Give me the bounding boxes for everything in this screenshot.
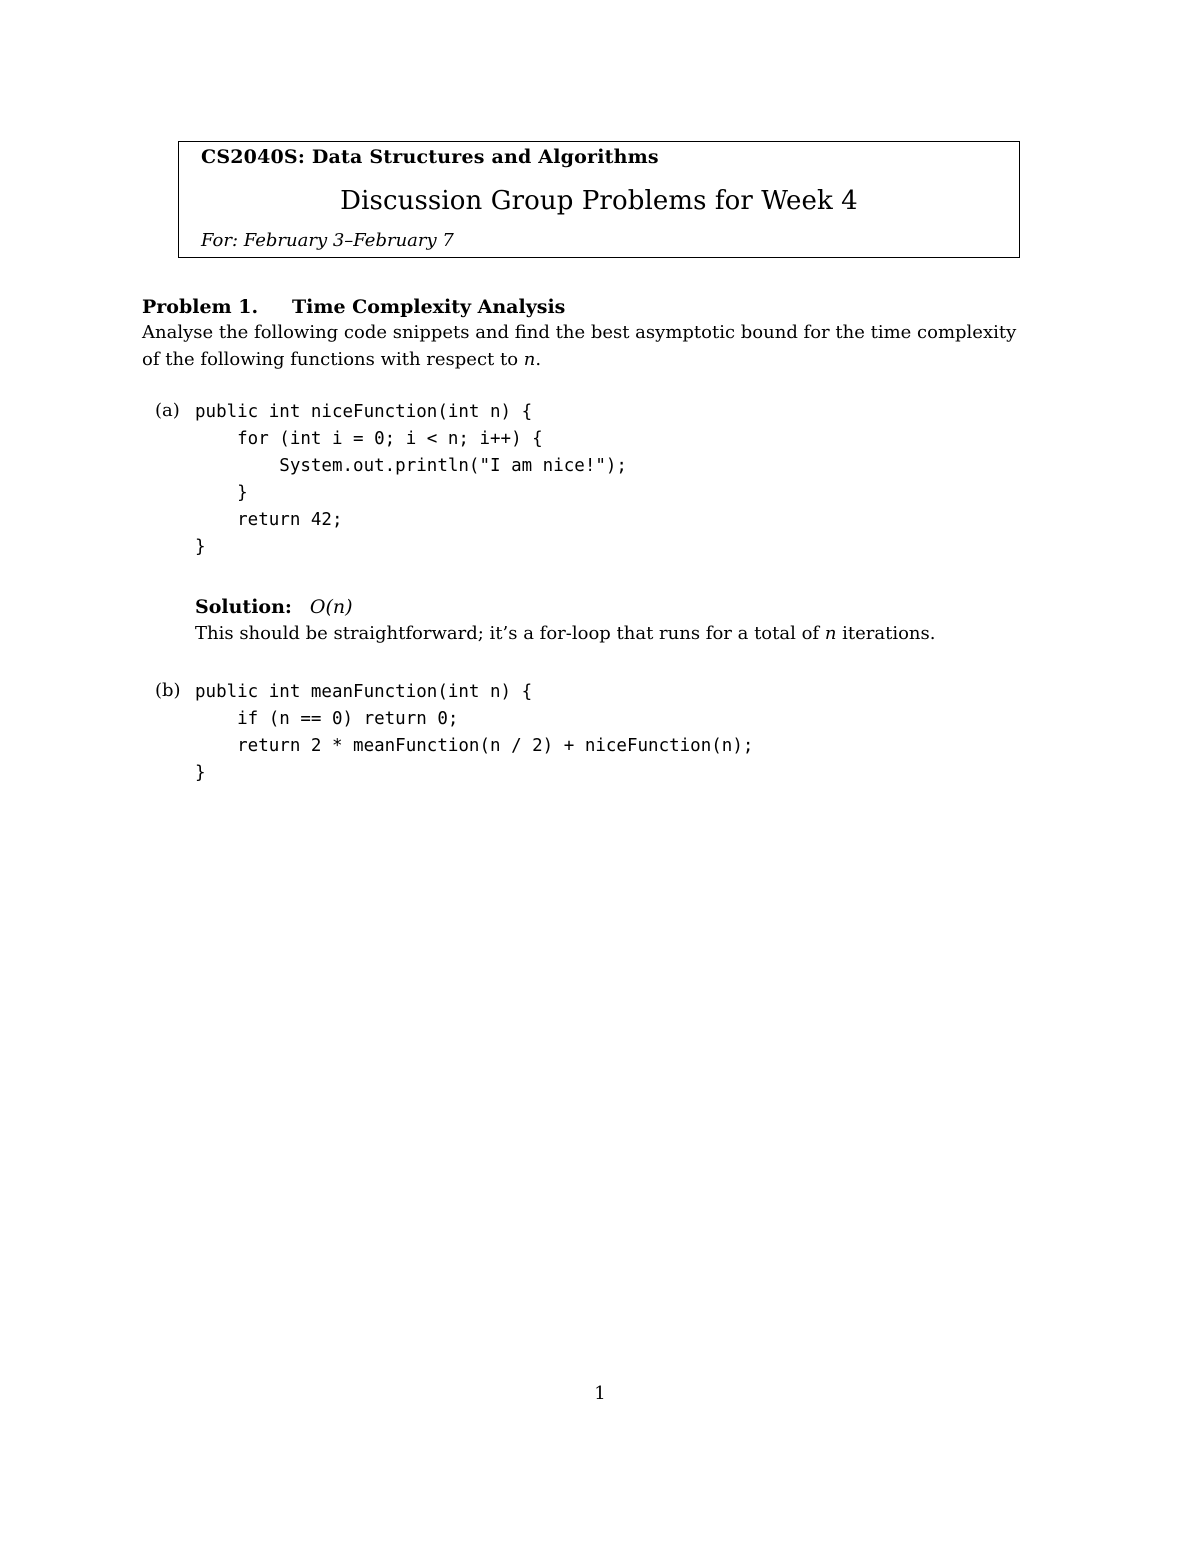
intro-variable: n	[523, 349, 536, 370]
solution-explanation	[195, 623, 936, 644]
page-number: 1	[594, 1383, 606, 1404]
intro-text-prefix: of the following functions with respect to	[142, 349, 524, 370]
part-a-code-line-3: System.out.println("I am nice!");	[195, 456, 627, 476]
problem-number: Problem 1.	[142, 296, 259, 318]
course-header-box	[178, 141, 1020, 258]
solution-value: O(n)	[309, 596, 353, 618]
part-a-code-line-1: public int niceFunction(int n) {	[195, 402, 533, 422]
part-b-label: (b)	[155, 680, 181, 701]
part-a-code-line-6: }	[195, 537, 206, 557]
part-a-label: (a)	[155, 400, 180, 421]
problem-intro-line-1: Analyse the following code snippets and find the best asymptotic bound for the time complexity	[142, 322, 1017, 343]
problem-intro-line-2	[142, 349, 541, 370]
problem-heading	[142, 296, 565, 318]
part-b-code-line-3: return 2 * meanFunction(n / 2) + niceFunction(n);	[195, 736, 754, 756]
solution-label: Solution:	[195, 596, 292, 618]
part-b-code-line-2: if (n == 0) return 0;	[195, 709, 459, 729]
course-title: CS2040S: Data Structures and Algorithms	[201, 146, 659, 168]
solution-variable: n	[824, 623, 837, 644]
problem-title: Time Complexity Analysis	[292, 296, 566, 318]
part-b-code-line-1: public int meanFunction(int n) {	[195, 682, 533, 702]
date-range: For: February 3–February 7	[201, 230, 454, 251]
document-title: Discussion Group Problems for Week 4	[340, 186, 858, 216]
part-b-code-line-4: }	[195, 763, 206, 783]
solution-text-suffix: iterations.	[836, 623, 936, 644]
part-a-code-line-5: return 42;	[195, 510, 343, 530]
part-a-code-line-4: }	[195, 483, 248, 503]
solution-text-prefix: This should be straightforward; it’s a for-loop that runs for a total of	[195, 623, 825, 644]
intro-text-suffix: .	[535, 349, 542, 370]
part-a-code-line-2: for (int i = 0; i < n; i++) {	[195, 429, 543, 449]
solution-heading	[195, 596, 353, 618]
